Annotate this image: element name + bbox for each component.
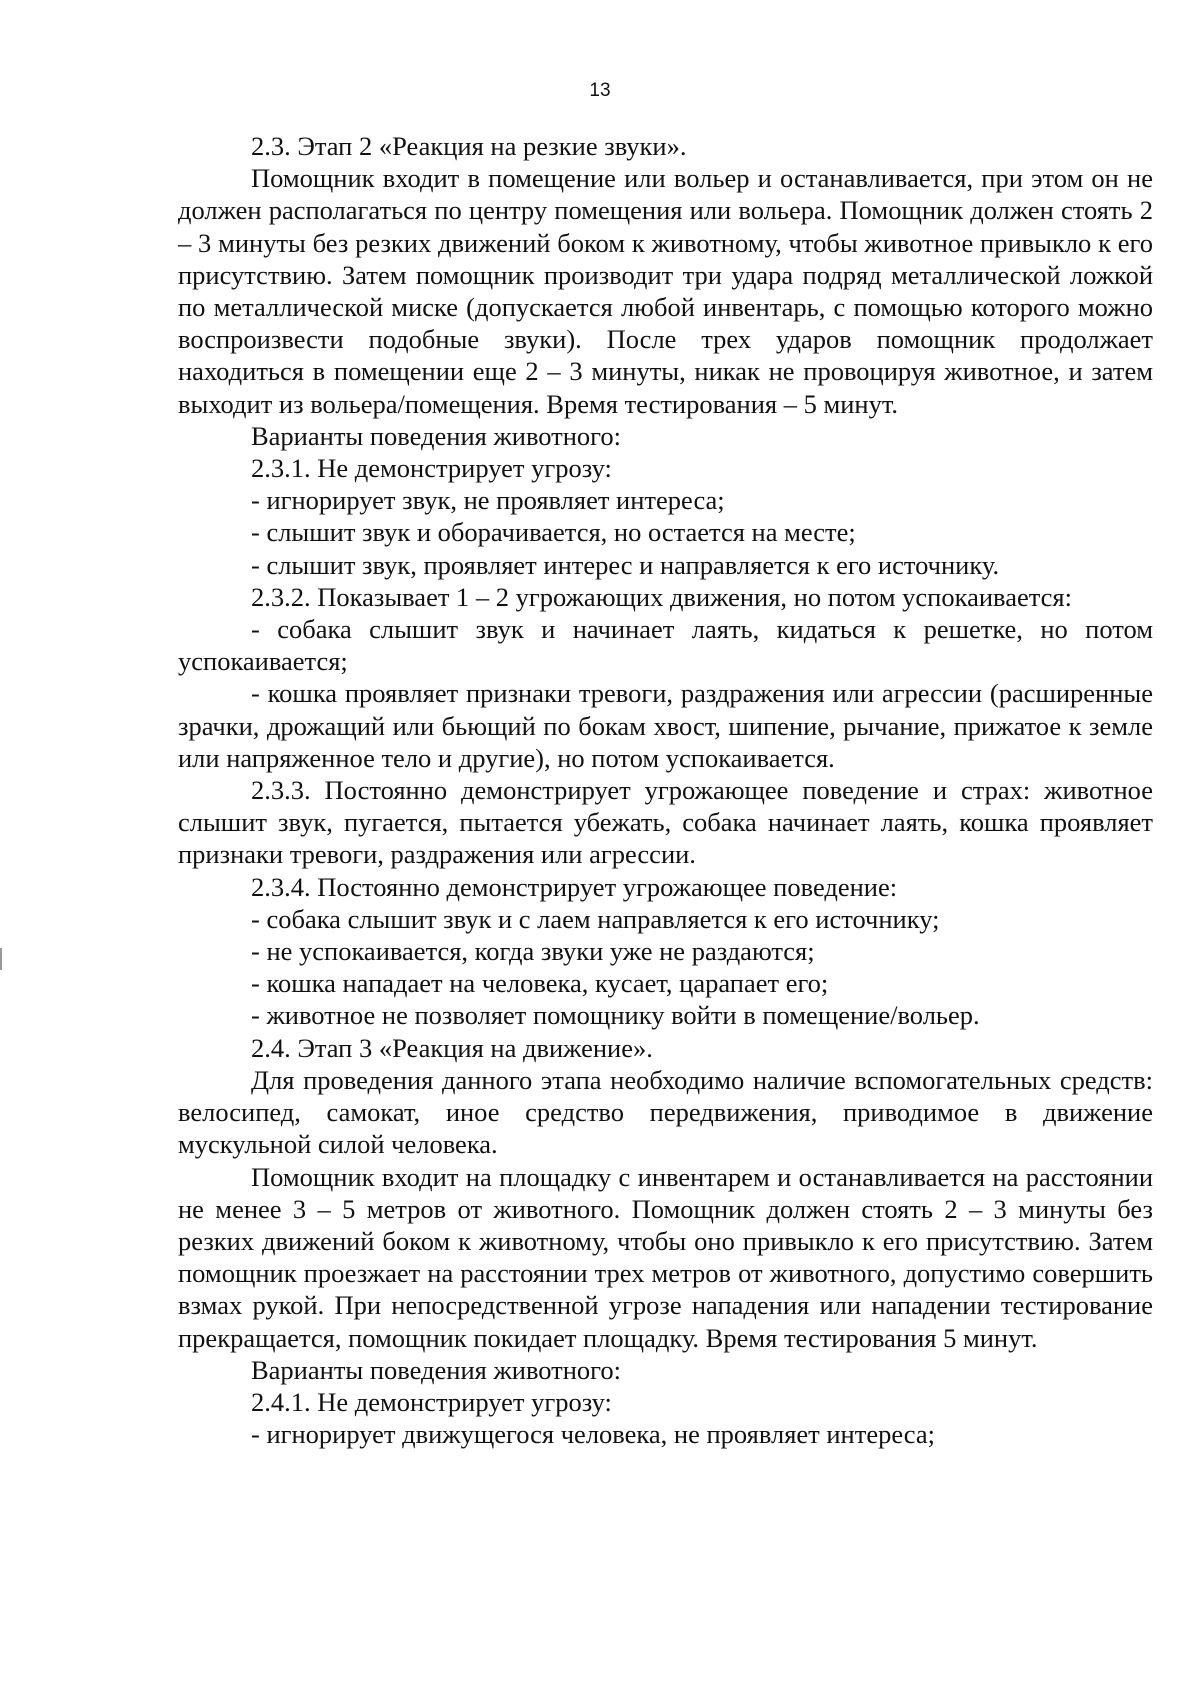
list-item: - кошка нападает на человека, кусает, царапает его; — [251, 968, 829, 999]
paragraph-stage-3-equipment: Для проведения данного этапа необходимо наличие вспомогательных средств: велосипед, самокат, иное средство передвижения, приводимое в движение мускульной силой человека. — [178, 1064, 1153, 1160]
paragraph-stage-2-procedure: Помощник входит в помещение или вольер и останавливается, при этом он не должен располагаться по центру помещения или вольера. Помощник должен стоять 2 – 3 минуты без резких движений боком к животному, чтобы животное привыкло к его присутствию. Затем помощник производит три удара подряд металлической ложкой по металлической миске (допускается любой инвентарь, с помощью которого можно воспроизвести подобные звуки). После трех ударов помощник продолжает находиться в помещении еще 2 – 3 минуты, никак не провоцируя животное, и затем выходит из вольера/помещения. Время тестирования – 5 минут. — [178, 163, 1153, 419]
list-item: - не успокаивается, когда звуки уже не раздаются; — [251, 936, 815, 967]
paragraph-behavior-variants: Варианты поведения животного: — [251, 420, 622, 451]
section-heading-2-3: 2.3. Этап 2 «Реакция на резкие звуки». — [251, 131, 687, 161]
list-item: - игнорирует движущегося человека, не проявляет интереса; — [251, 1419, 935, 1450]
section-heading-2-4: 2.4. Этап 3 «Реакция на движение». — [251, 1032, 653, 1063]
list-item: - кошка проявляет признаки тревоги, раздражения или агрессии (расширенные зрачки, дрожащий или бьющий по бокам хвост, шипение, рычание, прижатое к земле или напряженное тело и другие), но потом успокаивается. — [178, 678, 1153, 773]
paragraph-behavior-variants: Варианты поведения животного: — [251, 1354, 622, 1385]
subsection-2-3-4: 2.3.4. Постоянно демонстрирует угрожающее поведение: — [251, 871, 898, 902]
page-number: 13 — [589, 80, 611, 101]
document-body — [178, 130, 1153, 1450]
list-item: - собака слышит звук и начинает лаять, кидаться к решетке, но потом успокаивается; — [178, 614, 1153, 677]
list-item: - слышит звук, проявляет интерес и направляется к его источнику. — [251, 549, 1000, 580]
list-item: - животное не позволяет помощнику войти в помещение/вольер. — [251, 1000, 980, 1031]
list-item: - собака слышит звук и с лаем направляется к его источнику; — [251, 903, 940, 934]
subsection-2-3-3: 2.3.3. Постоянно демонстрирует угрожающее поведение и страх: животное слышит звук, пугается, пытается убежать, собака начинает лаять, кошка проявляет признаки тревоги, раздражения или агрессии. — [178, 775, 1153, 870]
list-item: - слышит звук и оборачивается, но остается на месте; — [251, 517, 856, 548]
scan-margin-mark — [0, 948, 2, 970]
subsection-2-3-1: 2.3.1. Не демонстрирует угрозу: — [251, 453, 612, 484]
subsection-2-4-1: 2.4.1. Не демонстрирует угрозу: — [251, 1386, 612, 1417]
list-item: - игнорирует звук, не проявляет интереса; — [251, 485, 725, 516]
paragraph-stage-3-procedure: Помощник входит на площадку с инвентарем и останавливается на расстоянии не менее 3 – 5 метров от животного. Помощник должен стоять 2 – 3 минуты без резких движений боком к животному, чтобы оно привыкло к его присутствию. Затем помощник проезжает на расстоянии трех метров от животного, допустимо совершить взмах рукой. При непосредственной угрозе нападения или нападении тестирование прекращается, помощник покидает площадку. Время тестирования 5 минут. — [178, 1161, 1153, 1353]
subsection-2-3-2: 2.3.2. Показывает 1 – 2 угрожающих движения, но потом успокаивается: — [251, 581, 1072, 612]
